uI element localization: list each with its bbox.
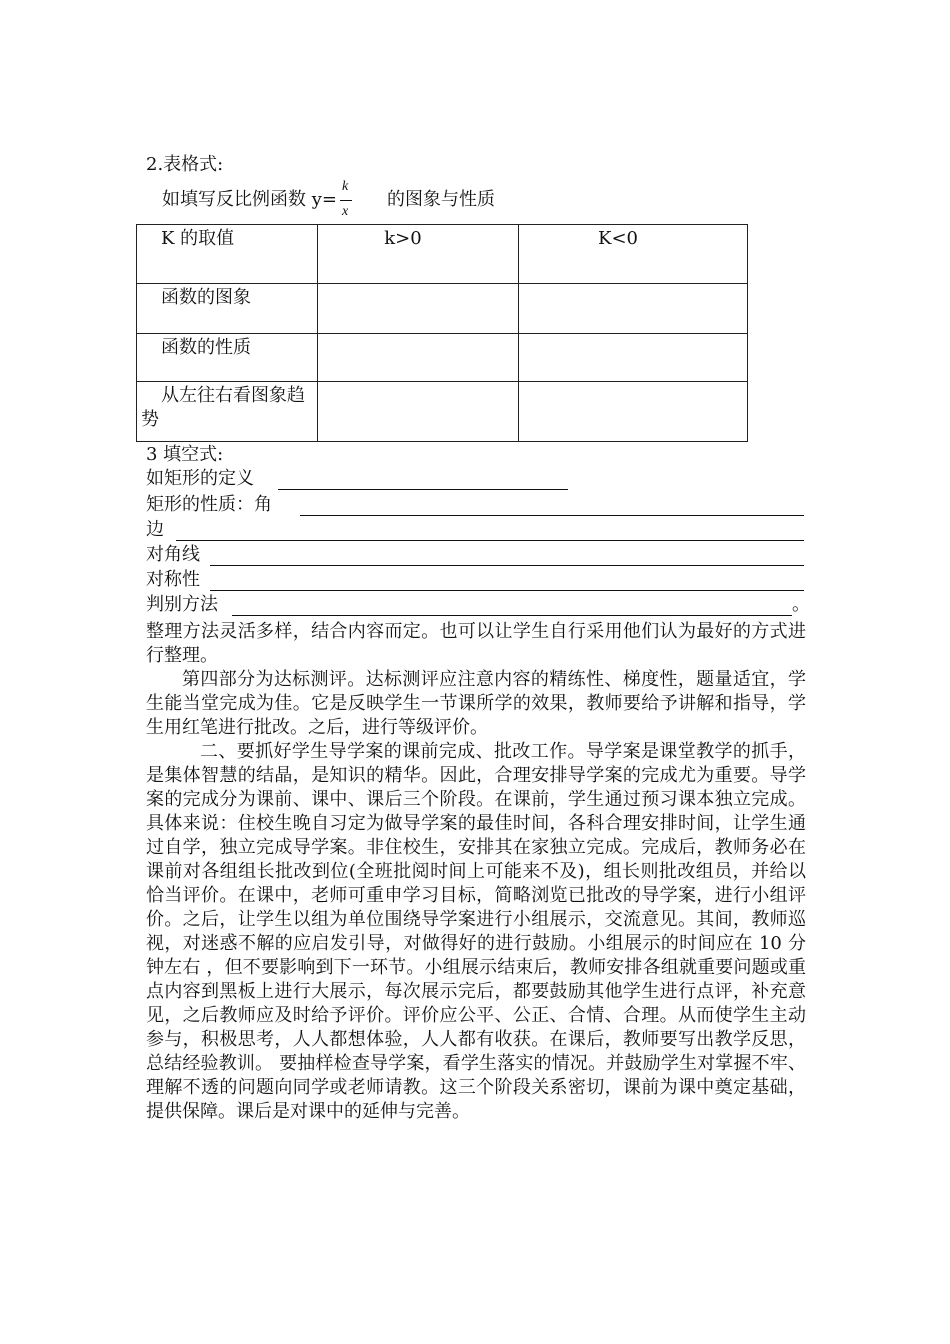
table-row [137,284,748,334]
header-k-positive: k>0 [384,228,422,249]
cell-graph-k-negative[interactable] [519,284,748,334]
cell-graph-k-positive[interactable] [318,284,519,334]
cell-trend-k-negative[interactable] [519,382,748,442]
blank-diagonal[interactable] [210,565,804,566]
blank-method[interactable] [232,615,792,616]
section-3-heading: 3 填空式: [146,444,224,465]
header-k-value: K 的取值 [161,228,235,249]
row-label-graph: 函数的图象 [161,287,251,308]
header-k-negative: K<0 [598,228,638,249]
fill-label-angle: 矩形的性质：角 [146,494,272,515]
paragraph-organize: 整理方法灵活多样，结合内容而定。也可以让学生自行采用他们认为最好的方式进行整理。 [146,621,806,666]
table-row [137,334,748,382]
k-value-table [136,224,748,442]
fill-label-definition: 如矩形的定义 [146,468,254,489]
paragraph-part-four: 第四部分为达标测评。达标测评应注意内容的精练性、梯度性，题量适宜，学生能当堂完成为佳。它是反映学生一节课所学的效果，教师要给予讲解和指导，学生用红笔进行批改。之后，进行等级评价。 [146,669,806,738]
fill-label-diagonal: 对角线 [146,544,200,565]
fraction-denominator: x [341,204,349,219]
fraction-numerator: k [341,179,349,194]
intro-prefix: 如填写反比例函数 y= [162,189,337,210]
fill-label-symmetry: 对称性 [146,569,200,590]
cell-trend-k-positive[interactable] [318,382,519,442]
fraction-k-over-x [339,178,355,222]
fraction-bar [340,200,352,201]
table-intro [162,178,495,222]
row-label-trend: 从左往右看图象趋势 [141,385,305,430]
cell-properties-k-positive[interactable] [318,334,519,382]
blank-symmetry[interactable] [210,590,804,591]
paragraph-section-two: 二、要抓好学生导学案的课前完成、批改工作。导学案是课堂教学的抓手，是集体智慧的结晶，是知识的精华。因此，合理安排导学案的完成尤为重要。导学案的完成分为课前、课中、课后三个阶段。在课前，学生通过预习课本独立完成。具体来说：住校生晚自习定为做导学案的最佳时间，各科合理安排时间，让学生通过自学，独立完成导学案。非住校生，安排其在家独立完成。完成后，教师务必在课前对各组组长批改到位(全班批阅时间上可能来不及)，组长则批改组员，并给以恰当评价。在课中，老师可重申学习目标，简略浏览已批改的导学案，进行小组评价。之后，让学生以组为单位围绕导学案进行小组展示，交流意见。其间，教师巡视，对迷惑不解的应启发引导，对做得好的进行鼓励。小组展示的时间应在 10 分钟左右 ，但不要影响到下一环节。小组展示结束后，教师安排各组就重要问题或重点内容到黑板上进行大展示，每次展示完后，都要鼓励其他学生进行点评，补充意见，之后教师应及时给予评价。评价应公平、公正、合情、合理。从而使学生主动参与，积极思考，人人都想体验，人人都有收获。在课后，教师要写出教学反思，总结经验教训。 要抽样检查导学案，看学生落实的情况。并鼓励学生对掌握不牢、理解不透的问题向同学或老师请教。这三个阶段关系密切，课前为课中奠定基础，提供保障。课后是对课中的延伸与完善。 [146,741,806,1122]
end-period: 。 [792,594,810,615]
section-2-heading: 2.表格式: [146,154,224,175]
blank-side[interactable] [176,540,804,541]
intro-suffix: 的图象与性质 [386,189,495,210]
row-label-properties: 函数的性质 [161,337,251,358]
blank-definition[interactable] [278,489,568,490]
fill-label-method: 判别方法 [146,594,218,615]
blank-angle[interactable] [300,515,804,516]
fill-label-side: 边 [146,519,164,540]
table-row [137,382,748,442]
table-header-row [137,225,748,284]
cell-properties-k-negative[interactable] [519,334,748,382]
